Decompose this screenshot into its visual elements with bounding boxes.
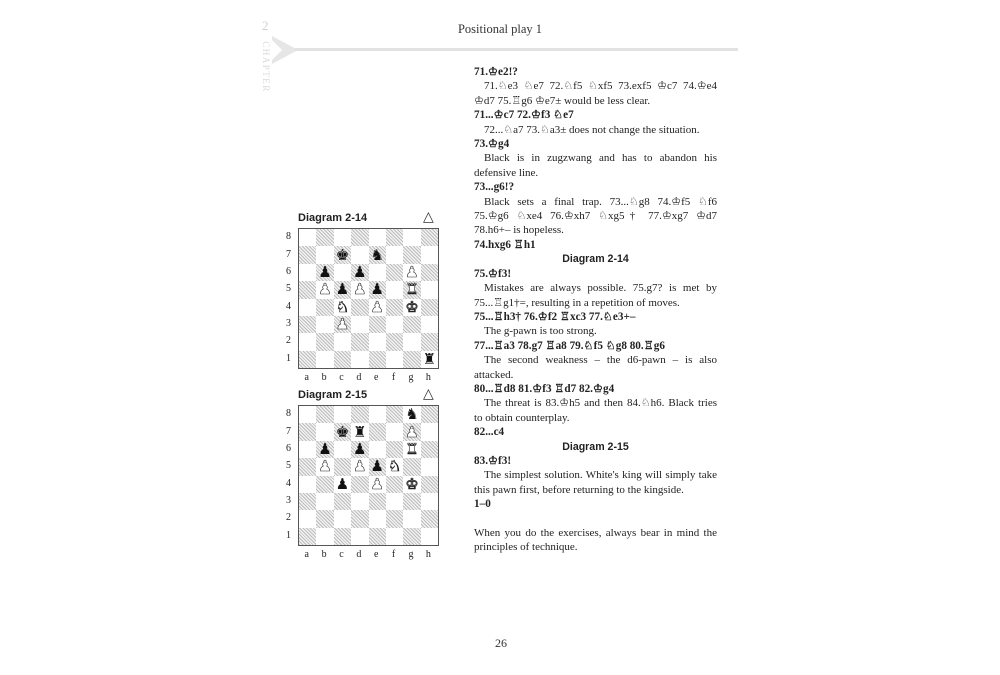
square-g7 bbox=[403, 423, 420, 440]
square-a6 bbox=[299, 264, 316, 281]
rank-label: 2 bbox=[286, 512, 291, 524]
annotation-text-column bbox=[474, 65, 717, 554]
square-b5 bbox=[316, 281, 333, 298]
rank-label: 6 bbox=[286, 265, 291, 277]
square-e2 bbox=[369, 510, 386, 527]
chapter-word: CHAPTER bbox=[260, 41, 271, 93]
diagram-title: Diagram 2-14 bbox=[298, 212, 368, 224]
header-arrow-notch bbox=[272, 40, 282, 60]
white-pawn-icon: ♟ bbox=[370, 297, 384, 316]
square-d1 bbox=[351, 351, 368, 368]
file-label: g bbox=[408, 372, 414, 383]
rank-label: 3 bbox=[286, 318, 291, 330]
square-a1 bbox=[299, 351, 316, 368]
move-line: 82...c4 bbox=[474, 426, 505, 439]
spacer bbox=[474, 512, 717, 526]
square-f4 bbox=[386, 476, 403, 493]
square-a8 bbox=[299, 406, 316, 423]
file-label: h bbox=[425, 372, 431, 383]
square-a1 bbox=[299, 528, 316, 545]
black-pawn-icon: ♟ bbox=[335, 474, 350, 493]
chess-board bbox=[298, 405, 439, 546]
comment-paragraph: Black sets a final trap. 73...♘g8 74.♔f5 ♘f6 75.♔g6 ♘xe4 76.♔xh7 ♘xg5† 77.♔xg7 ♔d7 78.h6+– is hopeless. bbox=[474, 195, 717, 237]
square-f5 bbox=[386, 281, 403, 298]
square-b3 bbox=[316, 493, 333, 510]
square-f3 bbox=[386, 493, 403, 510]
square-c1 bbox=[334, 351, 351, 368]
square-h7 bbox=[421, 423, 438, 440]
move-line: 71...♔c7 72.♔f3 ♘e7 bbox=[474, 109, 574, 122]
square-b2 bbox=[316, 333, 333, 350]
square-g8 bbox=[403, 229, 420, 246]
square-e5 bbox=[369, 281, 386, 298]
square-a7 bbox=[299, 246, 316, 263]
square-a4 bbox=[299, 476, 316, 493]
square-b1 bbox=[316, 528, 333, 545]
square-g3 bbox=[403, 493, 420, 510]
square-e4 bbox=[369, 476, 386, 493]
square-e1 bbox=[369, 528, 386, 545]
file-label: c bbox=[339, 549, 344, 560]
rank-label: 7 bbox=[286, 248, 291, 260]
file-label: f bbox=[391, 549, 396, 560]
rank-label: 3 bbox=[286, 495, 291, 507]
square-h6 bbox=[421, 441, 438, 458]
square-f5 bbox=[386, 458, 403, 475]
square-h3 bbox=[421, 493, 438, 510]
square-b8 bbox=[316, 229, 333, 246]
square-d8 bbox=[351, 229, 368, 246]
file-label: g bbox=[408, 549, 414, 560]
move-line: 75.♔f3! bbox=[474, 267, 512, 280]
square-g4 bbox=[403, 299, 420, 316]
square-h5 bbox=[421, 281, 438, 298]
square-f7 bbox=[386, 423, 403, 440]
square-b3 bbox=[316, 316, 333, 333]
square-h1 bbox=[421, 351, 438, 368]
move-line: 83.♔f3! bbox=[474, 454, 512, 467]
square-d7 bbox=[351, 423, 368, 440]
square-g4 bbox=[403, 476, 420, 493]
square-g6 bbox=[403, 264, 420, 281]
square-d5 bbox=[351, 458, 368, 475]
square-g8 bbox=[403, 406, 420, 423]
move-line: 73.♔g4 bbox=[474, 138, 510, 151]
comment-paragraph: 71.♘e3 ♘e7 72.♘f5 ♘xf5 73.exf5 ♔c7 74.♔e4 ♔d7 75.♖g6 ♔e7± would be less clear. bbox=[474, 80, 717, 107]
square-f6 bbox=[386, 264, 403, 281]
file-label: h bbox=[425, 549, 431, 560]
square-g7 bbox=[403, 246, 420, 263]
square-c8 bbox=[334, 406, 351, 423]
move-line: 71.♔e2!? bbox=[474, 66, 518, 78]
file-labels bbox=[298, 549, 437, 560]
square-f6 bbox=[386, 441, 403, 458]
square-e6 bbox=[369, 441, 386, 458]
square-h8 bbox=[421, 406, 438, 423]
file-label: e bbox=[373, 372, 379, 383]
body-paragraph: When you do the exercises, always bear in mind the principles of technique. bbox=[474, 526, 717, 553]
square-h7 bbox=[421, 246, 438, 263]
square-f8 bbox=[386, 229, 403, 246]
square-e8 bbox=[369, 229, 386, 246]
square-c5 bbox=[334, 281, 351, 298]
black-pawn-icon: ♟ bbox=[353, 262, 367, 281]
rank-label: 1 bbox=[286, 529, 291, 541]
square-h2 bbox=[421, 333, 438, 350]
square-c4 bbox=[334, 476, 351, 493]
white-rook-icon: ♜ bbox=[405, 439, 419, 458]
black-rook-icon: ♜ bbox=[422, 349, 437, 368]
rank-label: 1 bbox=[286, 352, 291, 364]
square-d7 bbox=[351, 246, 368, 263]
rank-label: 4 bbox=[286, 477, 291, 489]
square-h8 bbox=[421, 229, 438, 246]
comment-paragraph: Mistakes are always possible. 75.g7? is met by 75...♖g1†=, resulting in a repetition of moves. bbox=[474, 282, 717, 309]
diagram-title: Diagram 2-15 bbox=[298, 389, 368, 401]
square-b1 bbox=[316, 351, 333, 368]
square-c3 bbox=[334, 493, 351, 510]
comment-paragraph: 72...♘a7 73.♘a3± does not change the situation. bbox=[484, 123, 700, 136]
square-g2 bbox=[403, 510, 420, 527]
square-a6 bbox=[299, 441, 316, 458]
square-f3 bbox=[386, 316, 403, 333]
comment-paragraph: The g-pawn is too strong. bbox=[484, 325, 597, 338]
square-d8 bbox=[351, 406, 368, 423]
white-king-icon: ♚ bbox=[405, 474, 419, 493]
rank-label: 7 bbox=[286, 425, 291, 437]
white-pawn-icon: ♟ bbox=[353, 280, 367, 299]
square-g3 bbox=[403, 316, 420, 333]
white-pawn-icon: ♟ bbox=[335, 315, 350, 334]
square-b6 bbox=[316, 441, 333, 458]
square-b5 bbox=[316, 458, 333, 475]
square-e5 bbox=[369, 458, 386, 475]
white-pawn-icon: ♟ bbox=[405, 422, 419, 441]
white-rook-icon: ♜ bbox=[405, 280, 419, 299]
file-label: d bbox=[356, 549, 362, 560]
square-h3 bbox=[421, 316, 438, 333]
move-line: 80...♖d8 81.♔f3 ♖d7 82.♔g4 bbox=[474, 382, 615, 395]
square-d4 bbox=[351, 476, 368, 493]
diagram-reference: Diagram 2-15 bbox=[562, 440, 629, 453]
square-d3 bbox=[351, 316, 368, 333]
diagram-reference: Diagram 2-14 bbox=[562, 253, 629, 266]
square-e2 bbox=[369, 333, 386, 350]
header-rule bbox=[295, 48, 738, 51]
white-pawn-icon: ♟ bbox=[370, 474, 384, 493]
black-pawn-icon: ♟ bbox=[318, 262, 332, 281]
square-c2 bbox=[334, 510, 351, 527]
square-d6 bbox=[351, 441, 368, 458]
file-label: e bbox=[373, 549, 379, 560]
file-label: d bbox=[356, 372, 362, 383]
square-e3 bbox=[369, 493, 386, 510]
square-b4 bbox=[316, 299, 333, 316]
running-title: Positional play 1 bbox=[457, 22, 543, 36]
rank-label: 2 bbox=[286, 335, 291, 347]
square-a3 bbox=[299, 316, 316, 333]
square-a2 bbox=[299, 333, 316, 350]
square-c4 bbox=[334, 299, 351, 316]
square-a5 bbox=[299, 458, 316, 475]
black-knight-icon: ♞ bbox=[405, 405, 419, 424]
chapter-number: 2 bbox=[262, 18, 270, 33]
square-b7 bbox=[316, 423, 333, 440]
square-d4 bbox=[351, 299, 368, 316]
black-pawn-icon: ♟ bbox=[370, 280, 384, 299]
square-e4 bbox=[369, 299, 386, 316]
square-h4 bbox=[421, 476, 438, 493]
square-c3 bbox=[334, 316, 351, 333]
comment-paragraph: Black is in zugzwang and has to abandon his defensive line. bbox=[474, 152, 717, 179]
square-h1 bbox=[421, 528, 438, 545]
square-c8 bbox=[334, 229, 351, 246]
comment-paragraph: The threat is 83.♔h5 and then 84.♘h6. Black tries to obtain counterplay. bbox=[474, 397, 717, 424]
white-knight-icon: ♞ bbox=[387, 457, 402, 476]
square-c2 bbox=[334, 333, 351, 350]
white-king-icon: ♚ bbox=[405, 297, 419, 316]
square-f2 bbox=[386, 333, 403, 350]
move-line: 73...g6!? bbox=[474, 181, 515, 194]
square-a3 bbox=[299, 493, 316, 510]
square-c6 bbox=[334, 264, 351, 281]
square-e7 bbox=[369, 423, 386, 440]
square-g1 bbox=[403, 528, 420, 545]
file-label: b bbox=[321, 549, 327, 560]
square-c6 bbox=[334, 441, 351, 458]
square-b7 bbox=[316, 246, 333, 263]
black-pawn-icon: ♟ bbox=[353, 439, 367, 458]
comment-paragraph: The second weakness – the d6-pawn – is also attacked. bbox=[474, 354, 717, 381]
square-d6 bbox=[351, 264, 368, 281]
square-g6 bbox=[403, 441, 420, 458]
square-a5 bbox=[299, 281, 316, 298]
square-c7 bbox=[334, 423, 351, 440]
file-label: c bbox=[339, 372, 344, 383]
square-g5 bbox=[403, 281, 420, 298]
rank-labels bbox=[286, 228, 296, 367]
move-line: 77...♖a3 78.g7 ♖a8 79.♘f5 ♘g8 80.♖g6 bbox=[474, 339, 665, 352]
square-c5 bbox=[334, 458, 351, 475]
square-b2 bbox=[316, 510, 333, 527]
square-f8 bbox=[386, 406, 403, 423]
black-pawn-icon: ♟ bbox=[318, 439, 332, 458]
square-e6 bbox=[369, 264, 386, 281]
square-g1 bbox=[403, 351, 420, 368]
square-f7 bbox=[386, 246, 403, 263]
square-h5 bbox=[421, 458, 438, 475]
square-h2 bbox=[421, 510, 438, 527]
black-pawn-icon: ♟ bbox=[370, 457, 384, 476]
square-a7 bbox=[299, 423, 316, 440]
square-d2 bbox=[351, 510, 368, 527]
move-line: 1–0 bbox=[474, 498, 491, 511]
white-knight-icon: ♞ bbox=[335, 297, 350, 316]
square-e1 bbox=[369, 351, 386, 368]
page-number: 26 bbox=[495, 636, 507, 650]
rank-label: 6 bbox=[286, 442, 291, 454]
black-pawn-icon: ♟ bbox=[335, 280, 350, 299]
white-pawn-icon: ♟ bbox=[353, 457, 367, 476]
square-f1 bbox=[386, 351, 403, 368]
black-king-icon: ♚ bbox=[335, 245, 350, 264]
file-label: f bbox=[391, 372, 396, 383]
white-pawn-icon: ♟ bbox=[318, 457, 332, 476]
square-b8 bbox=[316, 406, 333, 423]
file-label: a bbox=[304, 549, 309, 560]
square-a4 bbox=[299, 299, 316, 316]
square-f1 bbox=[386, 528, 403, 545]
square-a2 bbox=[299, 510, 316, 527]
square-c1 bbox=[334, 528, 351, 545]
square-b4 bbox=[316, 476, 333, 493]
square-f4 bbox=[386, 299, 403, 316]
comment-paragraph: The simplest solution. White's king will simply take this pawn first, before returning to the kingside. bbox=[474, 469, 717, 496]
black-rook-icon: ♜ bbox=[353, 422, 367, 441]
square-b6 bbox=[316, 264, 333, 281]
square-g2 bbox=[403, 333, 420, 350]
black-king-icon: ♚ bbox=[335, 422, 350, 441]
rank-label: 8 bbox=[286, 231, 291, 243]
square-e8 bbox=[369, 406, 386, 423]
move-line: 74.hxg6 ♖h1 bbox=[474, 238, 536, 251]
rank-label: 5 bbox=[286, 283, 291, 295]
file-label: b bbox=[321, 372, 327, 383]
rank-label: 8 bbox=[286, 408, 291, 420]
square-g5 bbox=[403, 458, 420, 475]
square-a8 bbox=[299, 229, 316, 246]
square-e7 bbox=[369, 246, 386, 263]
square-d5 bbox=[351, 281, 368, 298]
black-knight-icon: ♞ bbox=[370, 245, 384, 264]
square-h4 bbox=[421, 299, 438, 316]
square-d1 bbox=[351, 528, 368, 545]
chess-board bbox=[298, 228, 439, 369]
white-to-move-icon: △ bbox=[423, 210, 434, 225]
square-f2 bbox=[386, 510, 403, 527]
rank-labels bbox=[286, 405, 296, 544]
white-to-move-icon: △ bbox=[423, 387, 434, 402]
rank-label: 5 bbox=[286, 460, 291, 472]
file-label: a bbox=[304, 372, 309, 383]
square-e3 bbox=[369, 316, 386, 333]
square-c7 bbox=[334, 246, 351, 263]
white-pawn-icon: ♟ bbox=[318, 280, 332, 299]
move-line: 75...♖h3† 76.♔f2 ♖xc3 77.♘e3+– bbox=[474, 310, 636, 323]
square-d2 bbox=[351, 333, 368, 350]
file-labels bbox=[298, 372, 437, 383]
white-pawn-icon: ♟ bbox=[405, 262, 419, 281]
square-h6 bbox=[421, 264, 438, 281]
rank-label: 4 bbox=[286, 300, 291, 312]
square-d3 bbox=[351, 493, 368, 510]
